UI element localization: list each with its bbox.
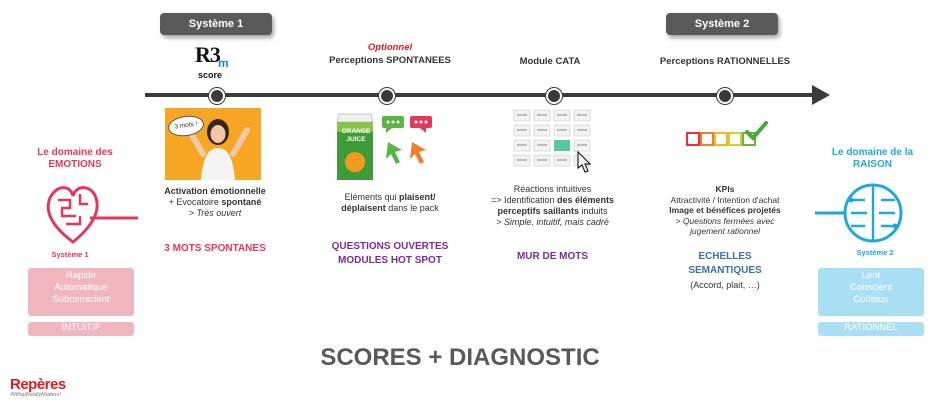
col2-headline	[315, 240, 465, 268]
brain-circuit-icon	[815, 178, 915, 248]
carton-label-line1: ORANGE	[341, 128, 371, 135]
col4-line3: Image et bénéfices projetés	[669, 205, 781, 215]
scale-box-2	[700, 132, 714, 146]
col3-headline: MUR DE MOTS	[516, 251, 589, 262]
col2-line1-prefix: Eléments qui	[344, 192, 399, 202]
col1-headline: 3 MOTS SPONTANES	[164, 243, 266, 254]
woman-photo	[165, 108, 261, 180]
col2-line2-bold: déplaisent	[341, 203, 386, 213]
reason-title	[815, 147, 930, 171]
reason-title-line2: RAISON	[853, 159, 892, 170]
emotion-brain-label: Système 1	[51, 250, 89, 259]
col1-line2	[150, 197, 280, 208]
col3-line2	[480, 195, 625, 206]
stage-rational-title: Perceptions RATIONNELLES	[659, 56, 791, 67]
col4-line2: Attractivité / Intention d'achat	[670, 194, 780, 205]
col3-line3-bold: perceptifs saillants	[497, 206, 579, 216]
reperes-tagline: #WhatReallyMatters!	[10, 392, 62, 398]
col2-line1-bold: plaisent/	[399, 192, 436, 202]
col2-description	[320, 192, 460, 214]
reason-traits-box	[818, 268, 924, 316]
speech-bubble: 3 mots !	[167, 114, 205, 139]
col3-line4: > Simple, intuitif, mais cadré	[496, 217, 609, 227]
col4-description	[655, 184, 795, 237]
reason-brain-label: Système 2	[856, 248, 894, 257]
reperes-logo	[10, 376, 100, 398]
col4-line1: KPIs	[715, 184, 735, 194]
col3-line1: Réactions intuitives	[513, 184, 592, 194]
system2-box: Système 2	[666, 13, 778, 35]
r3m-score-logo	[195, 42, 235, 84]
col1-line3: > Très ouvert	[188, 208, 242, 218]
r3m-logo-top: R3	[195, 42, 220, 67]
col4-headline-1: ECHELLES	[698, 251, 752, 262]
col3-line2-prefix: => Identification	[490, 195, 557, 205]
col2-headline-1: QUESTIONS OUVERTES	[331, 241, 449, 252]
reason-trait-1: Lent	[861, 270, 881, 281]
timeline-dot-2	[379, 88, 395, 104]
emotion-title-line2: EMOTIONS	[48, 159, 102, 170]
timeline-dot-3	[546, 88, 562, 104]
col4-scale-hint: (Accord, plait, …)	[690, 280, 760, 290]
rating-scale	[686, 124, 770, 146]
col2-line1	[320, 192, 460, 203]
col2-line2	[320, 203, 460, 214]
scale-box-4	[728, 132, 742, 146]
emotion-trait-3: Subconscient	[52, 294, 110, 305]
carton-label	[337, 128, 375, 144]
heart-brain-icon	[40, 180, 140, 250]
col2-line2-suffix: dans le pack	[385, 203, 439, 213]
system1-box: Système 1	[160, 13, 272, 35]
main-footer-title: SCORES + DIAGNOSTIC	[320, 344, 600, 371]
emotion-title-line1: Le domaine des	[37, 147, 113, 158]
emotion-title	[20, 147, 130, 171]
r3m-logo-sub: m	[218, 56, 229, 70]
col3-line3	[480, 206, 625, 217]
check-icon	[744, 120, 768, 144]
col1-line1: Activation émotionnelle	[164, 186, 266, 196]
col4-line4: > Questions fermées avec	[675, 215, 775, 226]
col3-line3-suffix: induits	[579, 206, 608, 216]
reason-title-line1: Le domaine de la	[831, 147, 914, 158]
rationnel-tag: RATIONNEL	[818, 322, 924, 336]
timeline-dot-1	[209, 88, 225, 104]
r3m-logo-word: score	[198, 70, 223, 80]
optional-tag: Optionnel	[367, 42, 413, 53]
col1-line2-bold: spontané	[221, 197, 262, 207]
col3-line2-bold: des éléments	[557, 195, 615, 205]
col2-headline-2: MODULES HOT SPOT	[338, 255, 442, 266]
reperes-brand: Repères	[10, 376, 66, 393]
col4-headline	[665, 250, 785, 278]
col3-description	[480, 184, 625, 228]
col4-line5: jugement rationnel	[690, 226, 760, 236]
stage-spontaneous-title: Perceptions SPONTANEES	[329, 55, 451, 66]
intuitif-tag: INTUITIF	[28, 322, 134, 336]
col4-headline-2: SEMANTIQUES	[688, 265, 762, 276]
reason-trait-2: Conscient	[849, 282, 893, 293]
col1-line2-prefix: + Evocatoire	[168, 197, 222, 207]
timeline-dot-4	[717, 88, 733, 104]
stage-cata-title: Module CATA	[519, 56, 581, 67]
carton-label-line2: JUICE	[346, 136, 366, 143]
emotion-trait-2: Automatique	[54, 282, 108, 293]
scale-box-3	[714, 132, 728, 146]
reason-trait-3: Coûteux	[853, 294, 889, 305]
emotion-traits-box	[28, 268, 134, 316]
emotion-trait-1: Rapide	[65, 270, 97, 281]
juice-carton-icon	[333, 106, 379, 182]
hotspot-icons	[380, 114, 436, 168]
word-wall-icon	[512, 108, 600, 180]
col1-description	[150, 186, 280, 219]
timeline-arrowhead	[812, 85, 830, 105]
scale-box-1	[686, 132, 700, 146]
